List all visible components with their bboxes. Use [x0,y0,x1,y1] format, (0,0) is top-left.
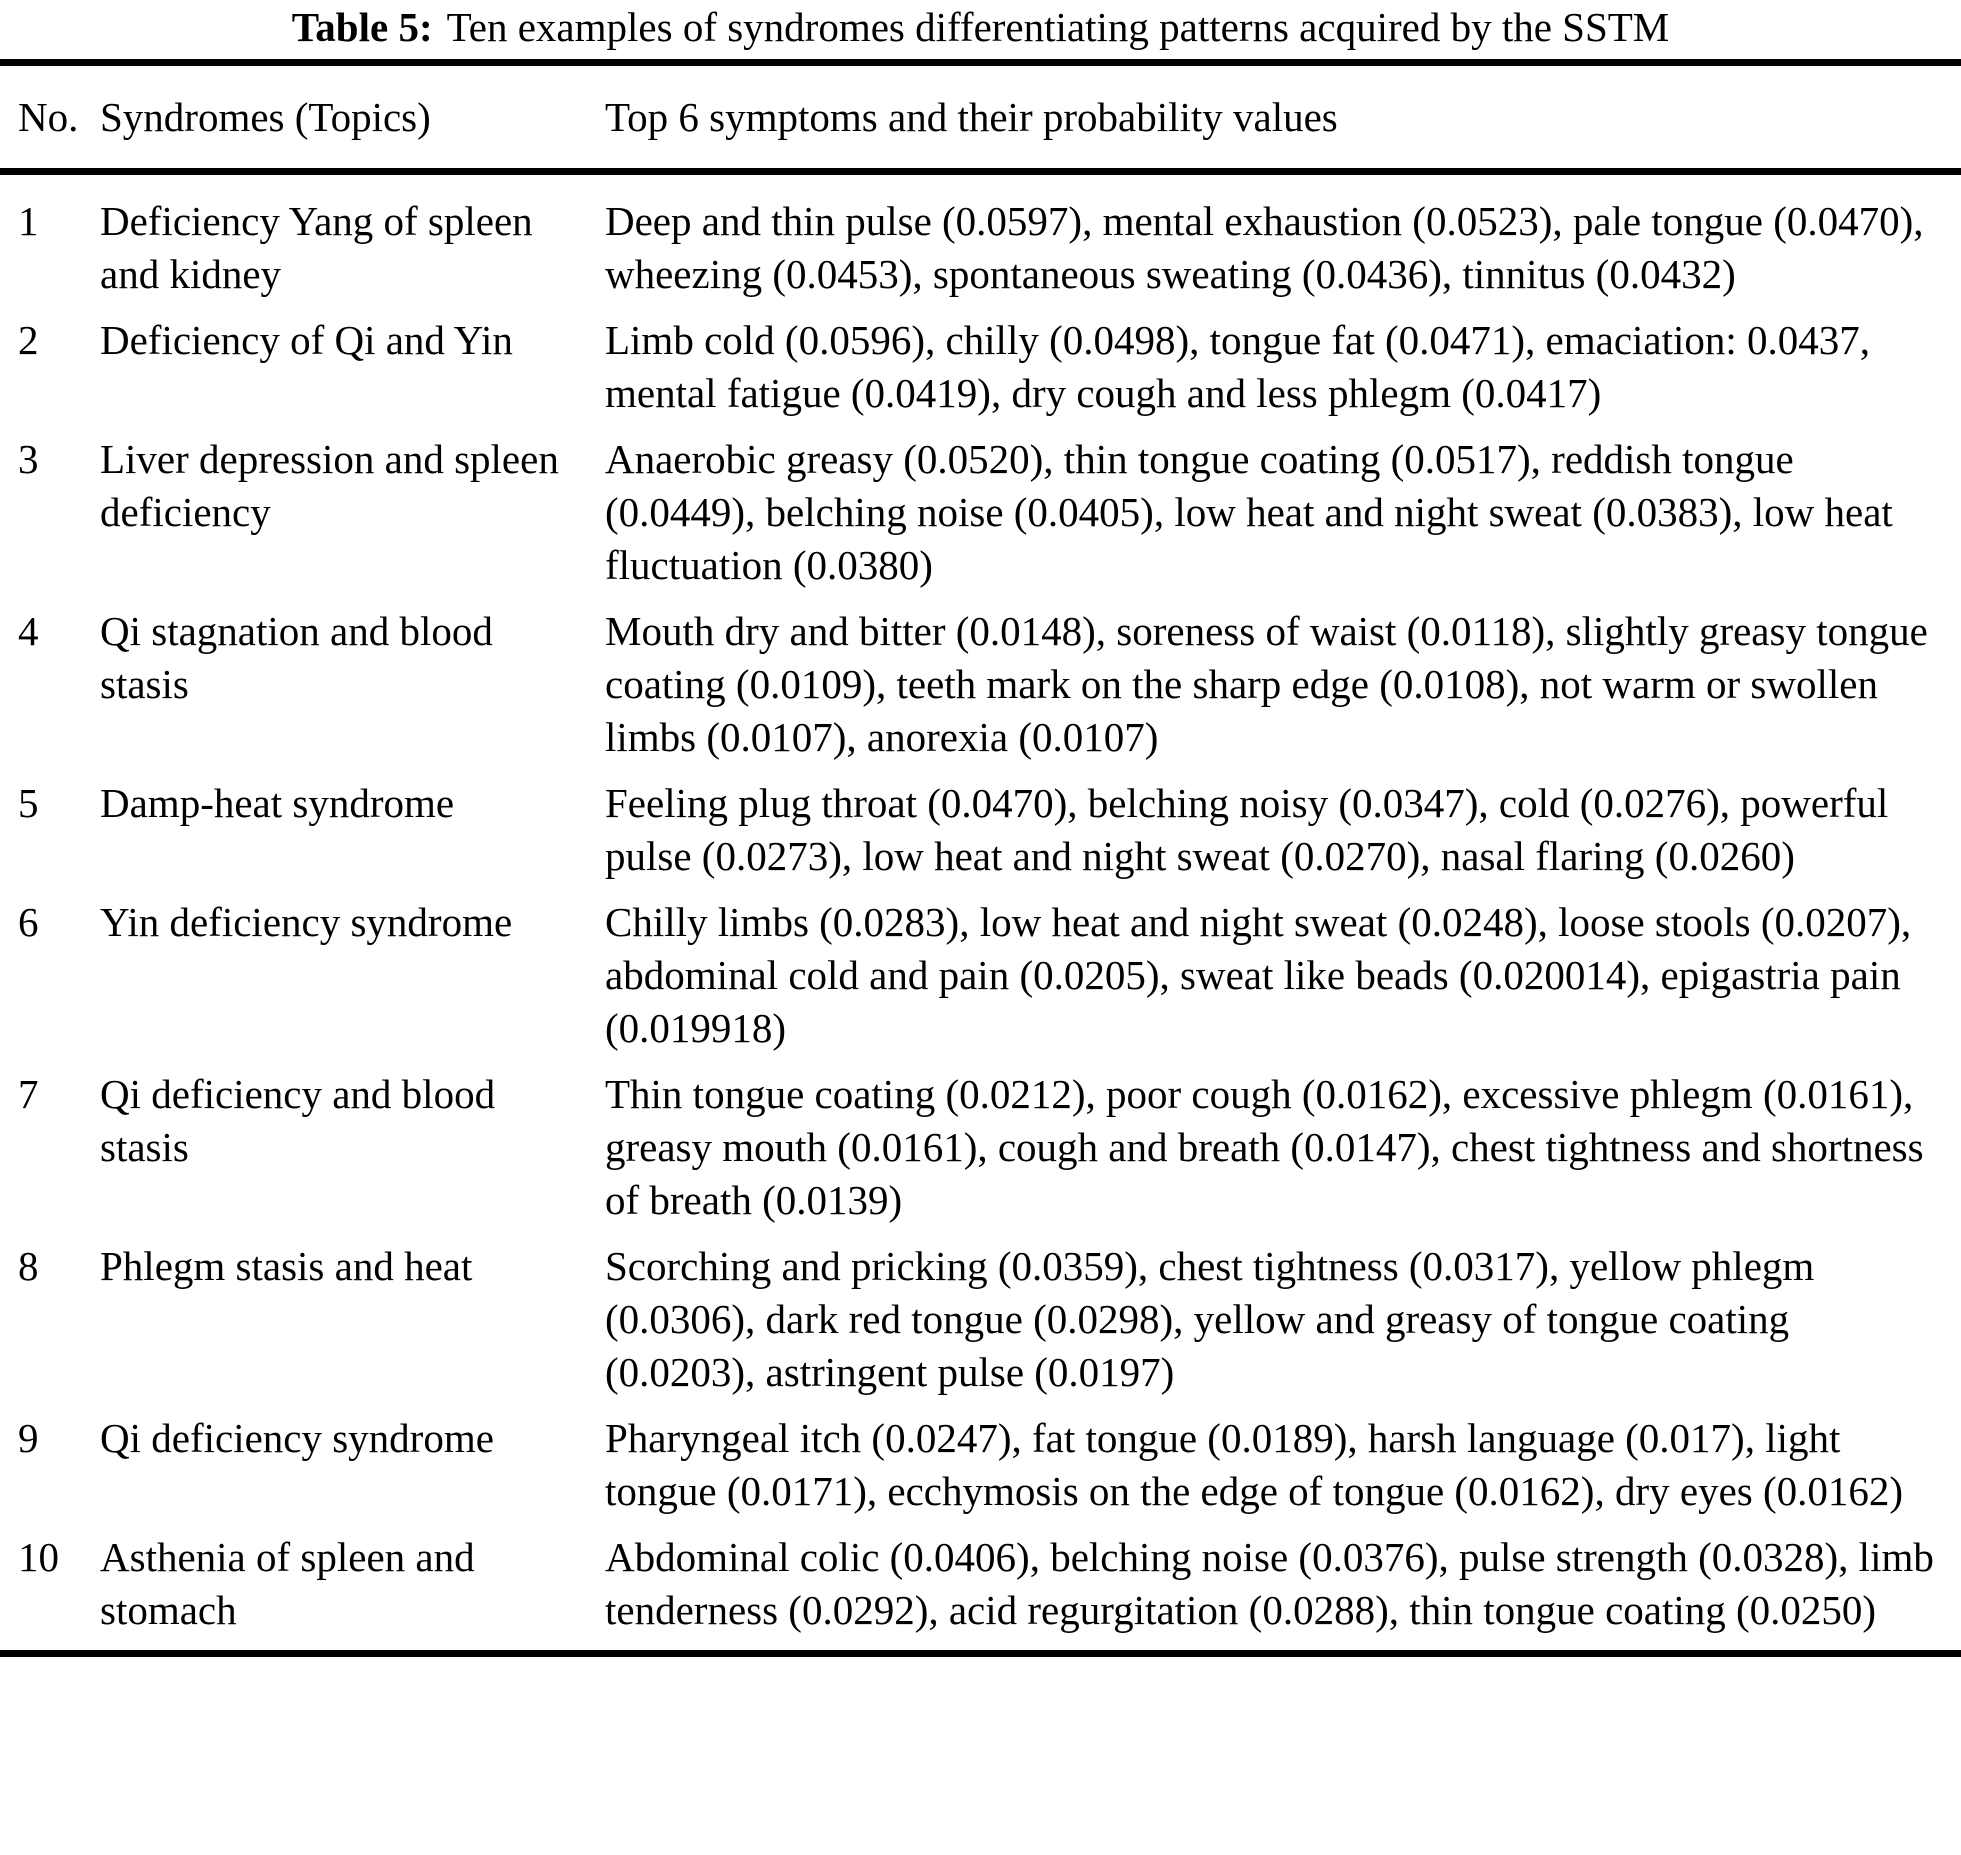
symptoms-cell: Pharyngeal itch (0.0247), fat tongue (0.0189), harsh language (0.017), light tongue (0.0171), ecchymosis on the edge of tongue (0.0162), dry eyes (0.0162) [605,1415,1904,1514]
symptoms-cell: Chilly limbs (0.0283), low heat and night sweat (0.0248), loose stools (0.0207), abdominal cold and pain (0.0205), sweat like beads (0.020014), epigastria pain (0.019918) [605,899,1912,1051]
syndrome-cell: Deficiency Yang of spleen and kidney [100,198,533,297]
table-header-rule [0,168,1961,175]
syndrome-cell: Qi deficiency syndrome [100,1415,494,1461]
table-row [0,777,1961,883]
symptoms-cell: Limb cold (0.0596), chilly (0.0498), tongue fat (0.0471), emaciation: 0.0437, mental fatigue (0.0419), dry cough and less phlegm (0.0417) [605,317,1871,416]
table-row [0,1240,1961,1399]
table-top-rule [0,59,1961,66]
symptoms-cell: Thin tongue coating (0.0212), poor cough (0.0162), excessive phlegm (0.0161), greasy mouth (0.0161), cough and breath (0.0147), chest tightness and shortness of breath (0.0139) [605,1071,1924,1223]
row-number: 8 [18,1243,39,1289]
table-row [0,605,1961,764]
table-header-row [0,66,1961,168]
symptoms-cell: Deep and thin pulse (0.0597), mental exhaustion (0.0523), pale tongue (0.0470), wheezing (0.0453), spontaneous sweating (0.0436), tinnitus (0.0432) [605,198,1924,297]
syndrome-cell: Qi stagnation and blood stasis [100,608,493,707]
row-number: 10 [18,1534,59,1580]
column-header-syndromes: Syndromes (Topics) [100,94,431,140]
syndrome-cell: Damp-heat syndrome [100,780,455,826]
column-header-symptoms: Top 6 symptoms and their probability values [605,94,1338,140]
symptoms-cell: Scorching and pricking (0.0359), chest tightness (0.0317), yellow phlegm (0.0306), dark red tongue (0.0298), yellow and greasy of tongue coating (0.0203), astringent pulse (0.0197) [605,1243,1815,1395]
column-header-no: No. [18,94,79,140]
table-caption [0,2,1961,52]
table-row [0,433,1961,592]
row-number: 1 [18,198,39,244]
row-number: 3 [18,436,39,482]
syndrome-cell: Phlegm stasis and heat [100,1243,473,1289]
table-caption-label: Table 5: [291,4,433,50]
table-caption-text: Ten examples of syndromes differentiating patterns acquired by the SSTM [446,4,1670,50]
table-row [0,1412,1961,1518]
row-number: 4 [18,608,39,654]
table-body [0,175,1961,1637]
syndrome-cell: Qi deficiency and blood stasis [100,1071,496,1170]
row-number: 2 [18,317,39,363]
table-row [0,314,1961,420]
symptoms-cell: Feeling plug throat (0.0470), belching noisy (0.0347), cold (0.0276), powerful pulse (0.0273), low heat and night sweat (0.0270), nasal flaring (0.0260) [605,780,1889,879]
table-bottom-rule [0,1650,1961,1657]
row-number: 5 [18,780,39,826]
syndrome-cell: Liver depression and spleen deficiency [100,436,559,535]
table-row [0,896,1961,1055]
syndrome-cell: Asthenia of spleen and stomach [100,1534,475,1633]
table-row [0,1531,1961,1637]
row-number: 6 [18,899,39,945]
row-number: 9 [18,1415,39,1461]
syndrome-cell: Deficiency of Qi and Yin [100,317,513,363]
symptoms-cell: Mouth dry and bitter (0.0148), soreness of waist (0.0118), slightly greasy tongue coating (0.0109), teeth mark on the sharp edge (0.0108), not warm or swollen limbs (0.0107), anorexia (0.0107) [605,608,1928,760]
symptoms-cell: Abdominal colic (0.0406), belching noise (0.0376), pulse strength (0.0328), limb tenderness (0.0292), acid regurgitation (0.0288), thin tongue coating (0.0250) [605,1534,1934,1633]
table-row [0,1068,1961,1227]
symptoms-cell: Anaerobic greasy (0.0520), thin tongue coating (0.0517), reddish tongue (0.0449), belching noise (0.0405), low heat and night sweat (0.0383), low heat fluctuation (0.0380) [605,436,1893,588]
row-number: 7 [18,1071,39,1117]
table-row [0,195,1961,301]
syndrome-cell: Yin deficiency syndrome [100,899,513,945]
